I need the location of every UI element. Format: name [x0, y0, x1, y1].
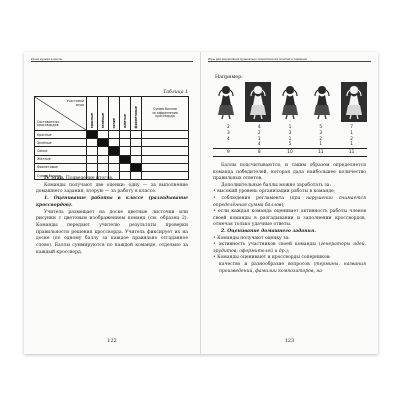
right-paragraph-1: Баллы подсчитываются, и таким образом определяется команда победителей, которая дала наибольшее количество правильных ответов.	[213, 163, 366, 182]
girl-figure-3-icon	[277, 82, 303, 122]
score-value: 4	[227, 136, 230, 142]
stage-rest: Подведение итогов.	[64, 176, 114, 181]
score-cell	[142, 147, 189, 155]
score-cell	[87, 147, 98, 155]
score-cell	[120, 163, 131, 171]
figure-row	[213, 82, 367, 122]
girl-figure-4-icon	[309, 82, 335, 122]
score-cell	[87, 139, 98, 147]
left-page	[24, 52, 201, 354]
blocked-cell	[87, 131, 98, 139]
col-header-red	[87, 97, 98, 131]
blocked-cell	[120, 155, 131, 163]
score-value: 1	[288, 136, 292, 142]
row-label: Жёлтые	[35, 155, 87, 163]
row-label: Красные	[35, 131, 87, 139]
example-label: Например:	[215, 75, 243, 80]
score-value: 4	[257, 142, 261, 148]
score-value: 3	[319, 130, 323, 136]
p8-end: );	[285, 248, 290, 254]
score-cell	[142, 155, 189, 163]
right-paragraph-6: 2. Оценивание домашнего задания.	[221, 228, 316, 234]
stage-title: IV этап.	[44, 176, 65, 181]
right-paragraph-9: • Команды оценивают и кроссворды соперников:	[213, 255, 331, 261]
girl-figure-1-icon	[213, 82, 239, 122]
score-value: 4	[257, 124, 261, 130]
score-cell	[120, 139, 131, 147]
left-paragraph-3: Учитель размещает на доске цветные листочки или рисунки с цветовым изображением команд (см. образец 2). Команды передают учителю результаты проверки правильности решения кроссворда. Учитель фиксирует их на доске (по одному баллу за каждое правильно отгаданное слово). Баллы суммируются по каждой команде, отдельно за каждый кроссворд.	[36, 209, 188, 255]
right-paragraph-4	[213, 196, 366, 209]
score-value: 5	[288, 142, 292, 148]
score-cell	[87, 155, 98, 163]
score-cell	[98, 147, 109, 155]
score-table	[213, 124, 367, 157]
left-page-number: 122	[107, 338, 117, 344]
right-paragraph-7: • Команды получают оценку за:	[213, 235, 290, 241]
left-paragraph-1: Команды получают две оценки: одну — за выполнение домашнего задания, вторую — за работу в классе.	[36, 182, 188, 195]
total-value: 8	[244, 148, 275, 156]
table-caption: Таблица 1	[163, 90, 188, 95]
p10-start: качество и разнообразие вопросов (	[219, 261, 316, 267]
col-header-yellow	[120, 97, 131, 131]
score-cell	[87, 163, 98, 171]
col-header-green	[98, 97, 109, 131]
diag-bottom-label: Составители кроссвордов	[37, 119, 59, 128]
table-row	[35, 155, 189, 163]
score-cell	[120, 131, 131, 139]
score-cell	[109, 131, 120, 139]
col-header-violet	[131, 97, 142, 131]
score-cell	[98, 163, 109, 171]
col-label: жёлтые	[123, 113, 127, 128]
right-running-header: Игры для закрепления музыкально-теоретических понятий и терминов	[208, 57, 371, 62]
score-cell	[98, 155, 109, 163]
table-row	[35, 147, 189, 155]
score-cell	[142, 139, 189, 147]
left-running-header: Уроки музыки в школе	[31, 57, 193, 62]
score-cell	[131, 131, 142, 139]
score-value: 1	[288, 124, 292, 130]
total-value: 11	[336, 148, 367, 156]
score-value: 1	[350, 142, 353, 148]
score-value: 1	[319, 142, 323, 148]
score-cell	[109, 139, 120, 147]
score-cell	[131, 147, 142, 155]
p4-end: );	[281, 202, 285, 208]
girl-figure-5-icon	[341, 82, 367, 122]
diag-top-label: Участники игры	[66, 99, 84, 107]
left-paragraph-2: 1. Оценивание работы в классе (разгадывание кроссвордов).	[36, 196, 188, 208]
score-value: 1	[257, 136, 261, 142]
score-value: 2	[319, 136, 323, 142]
score-value: 2	[257, 130, 261, 136]
score-value: 3	[288, 130, 292, 136]
col-label: синие	[112, 117, 116, 128]
score-cell	[109, 163, 120, 171]
p8-italic: генераторы идей, эрудитов, оформителей и др.	[213, 242, 366, 254]
score-cell	[131, 139, 142, 147]
diagonal-header-cell	[35, 97, 87, 131]
table-row	[35, 163, 189, 171]
blocked-cell	[109, 147, 120, 155]
girl-figure-2-icon	[245, 82, 271, 122]
right-paragraph-10	[213, 262, 366, 275]
blocked-cell	[131, 163, 142, 171]
row-label: Фиолетовые	[35, 163, 87, 171]
score-cell	[142, 131, 189, 139]
sum-header: Сумма баллов за оформление кроссворда	[142, 97, 189, 131]
score-value: 1	[350, 130, 353, 136]
score-value: 7	[350, 124, 353, 130]
total-value: 10	[275, 148, 306, 156]
p8-start: • активность участников своей команды (	[213, 242, 321, 248]
p10-italic: термины, названия произведений, фамилии композиторов, на-	[219, 261, 366, 274]
score-cell	[98, 131, 109, 139]
total-value: 9	[213, 148, 244, 156]
total-value: 11	[305, 148, 336, 156]
col-header-blue	[109, 97, 120, 131]
right-body-text	[213, 163, 366, 275]
blocked-cell	[98, 139, 109, 147]
score-value: 3	[227, 130, 230, 136]
book-spread	[24, 52, 378, 354]
row-label: Синие	[35, 147, 87, 155]
left-body-text	[36, 176, 188, 256]
score-value: 2	[350, 136, 353, 142]
score-cell	[142, 163, 189, 171]
table-row	[35, 131, 189, 139]
table-row	[35, 139, 189, 147]
right-paragraph-2: Дополнительные баллы можно заработать за:	[221, 182, 331, 188]
score-cell	[109, 155, 120, 163]
row-label: Зелёные	[35, 139, 87, 147]
col-label: фиолетовые	[134, 105, 138, 128]
right-page-number: 123	[284, 338, 295, 344]
score-cell	[131, 155, 142, 163]
right-paragraph-8	[213, 242, 366, 255]
right-page	[201, 52, 378, 354]
total-row	[213, 148, 367, 156]
scoring-table	[34, 96, 189, 180]
p4-start: • соблюдение регламента (	[213, 195, 292, 201]
col-label: красные	[90, 112, 94, 128]
right-paragraph-5: • если каждая команда оценивает активность работы членов своей команды в разгадывании и заполнении кроссвордов, отмечая только удачные ответы.	[213, 209, 366, 228]
right-paragraph-3: • высокий уровень организации работы в команде;	[213, 189, 336, 195]
score-cell	[120, 147, 131, 155]
p4-italic: при нарушении снимается определённая сумма баллов	[213, 195, 366, 208]
score-value: 5	[319, 124, 323, 130]
table-header-row	[35, 97, 189, 131]
col-label: зелёные	[101, 112, 105, 128]
score-value: 2	[227, 124, 230, 130]
row-label: Сумма баллов	[35, 171, 87, 179]
